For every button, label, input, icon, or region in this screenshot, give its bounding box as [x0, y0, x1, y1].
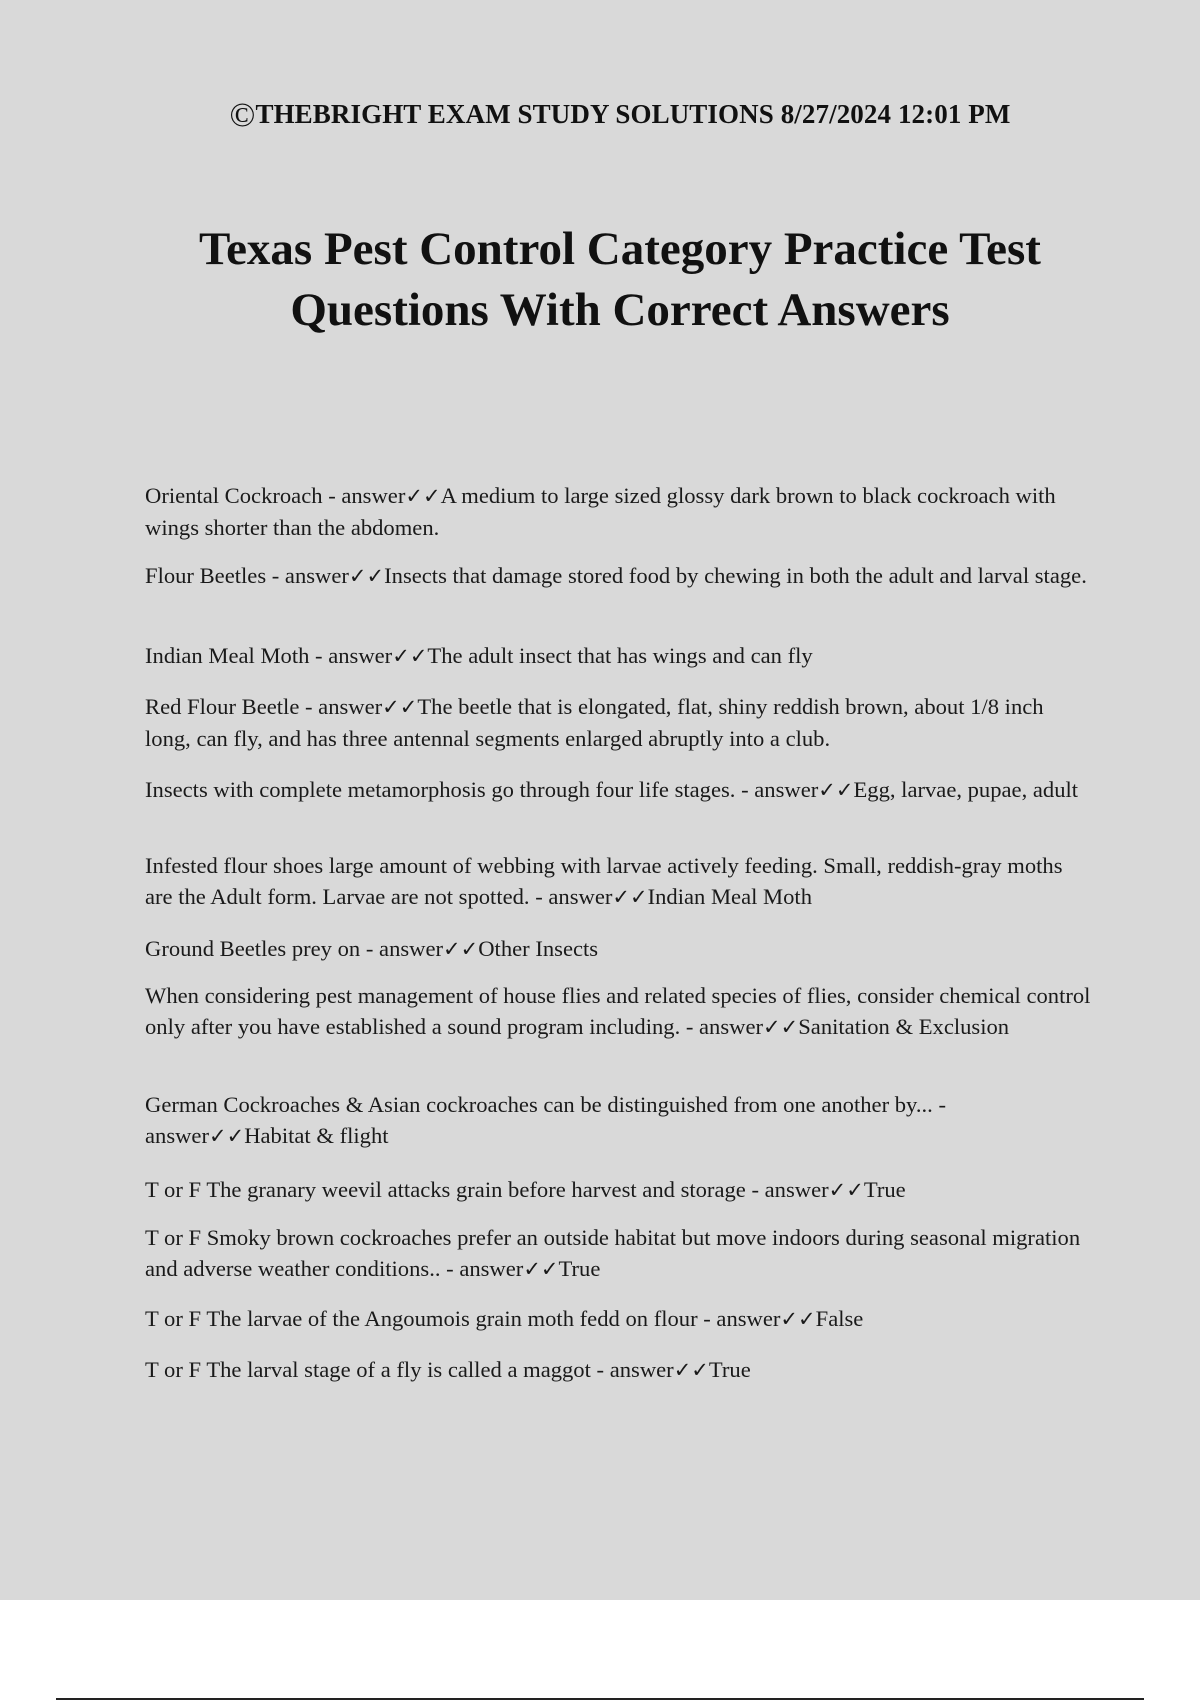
qa-question: T or F The larval stage of a fly is called a maggot - answer: [145, 1357, 674, 1382]
qa-answer: True: [558, 1256, 601, 1281]
qa-answer: Habitat & flight: [244, 1123, 389, 1148]
qa-answer: Other Insects: [478, 936, 599, 961]
qa-item: [145, 560, 1095, 592]
qa-item: [145, 1354, 1095, 1386]
page-header: [0, 97, 1200, 135]
qa-answer: Insects that damage stored food by chewing in both the adult and larval stage.: [384, 563, 1087, 588]
qa-item: [145, 774, 1095, 806]
qa-question: Oriental Cockroach - answer: [145, 483, 406, 508]
document-title: [0, 219, 1200, 341]
qa-question: Insects with complete metamorphosis go through four life stages. - answer: [145, 777, 819, 802]
qa-item: [145, 980, 1095, 1043]
title-line-2: Questions With Correct Answers: [290, 284, 950, 336]
double-check-icon: ✓✓: [392, 644, 428, 668]
qa-question: Ground Beetles prey on - answer: [145, 936, 444, 961]
qa-item: [145, 850, 1095, 913]
qa-item: [145, 1303, 1095, 1335]
qa-question: Infested flour shoes large amount of webbing with larvae actively feeding. Small, reddish-gray moths are the Adult form. Larvae are not spotted. - answer: [145, 853, 1063, 909]
qa-question: Indian Meal Moth - answer: [145, 643, 393, 668]
qa-question: Red Flour Beetle - answer: [145, 694, 383, 719]
qa-item: [145, 480, 1095, 543]
qa-item: [145, 691, 1095, 754]
qa-answer: True: [863, 1177, 906, 1202]
title-line-1: Texas Pest Control Category Practice Test: [199, 223, 1041, 275]
copyright-icon: ©: [229, 97, 256, 134]
qa-item: [145, 1174, 1095, 1206]
qa-question: T or F The larvae of the Angoumois grain moth fedd on flour - answer: [145, 1306, 781, 1331]
double-check-icon: ✓✓: [405, 484, 441, 508]
qa-answer: Indian Meal Moth: [647, 884, 812, 909]
qa-item: [145, 933, 1095, 965]
double-check-icon: ✓✓: [673, 1358, 709, 1382]
qa-question: T or F Smoky brown cockroaches prefer an outside habitat but move indoors during seasonal migration and adverse weather conditions.. - answer: [145, 1225, 1081, 1281]
qa-answer: Egg, larvae, pupae, adult: [853, 777, 1079, 802]
double-check-icon: ✓✓: [348, 564, 385, 588]
double-check-icon: ✓✓: [382, 695, 418, 719]
double-check-icon: ✓✓: [828, 1178, 864, 1202]
double-check-icon: ✓✓: [818, 778, 854, 802]
double-check-icon: ✓✓: [780, 1307, 816, 1331]
qa-question: German Cockroaches & Asian cockroaches can be distinguished from one another by... - answer: [145, 1092, 946, 1148]
qa-answer: The beetle that is elongated, flat, shiny reddish brown, about 1/8 inch long, can fly, and has three antennal segments enlarged abruptly into a club.: [145, 694, 1044, 751]
header-text: THEBRIGHT EXAM STUDY SOLUTIONS 8/27/2024 12:01 PM: [255, 99, 1011, 129]
qa-answer: True: [708, 1357, 751, 1382]
qa-item: [145, 1089, 1095, 1152]
qa-question: Flour Beetles - answer: [145, 563, 349, 588]
double-check-icon: ✓✓: [763, 1015, 799, 1039]
double-check-icon: ✓✓: [523, 1257, 559, 1281]
qa-answer: The adult insect that has wings and can fly: [427, 643, 813, 668]
double-check-icon: ✓✓: [612, 885, 648, 909]
qa-answer: False: [815, 1306, 864, 1331]
double-check-icon: ✓✓: [209, 1124, 245, 1148]
qa-question: When considering pest management of house flies and related species of flies, consider chemical control only after you have established a sound program including. - answer: [145, 983, 1091, 1039]
qa-answer: A medium to large sized glossy dark brown to black cockroach with wings shorter than the abdomen.: [145, 483, 1056, 540]
double-check-icon: ✓✓: [443, 937, 479, 961]
qa-answer: Sanitation & Exclusion: [798, 1014, 1010, 1039]
qa-item: [145, 1222, 1095, 1285]
qa-item: [145, 640, 1095, 672]
qa-question: T or F The granary weevil attacks grain before harvest and storage - answer: [145, 1177, 829, 1202]
